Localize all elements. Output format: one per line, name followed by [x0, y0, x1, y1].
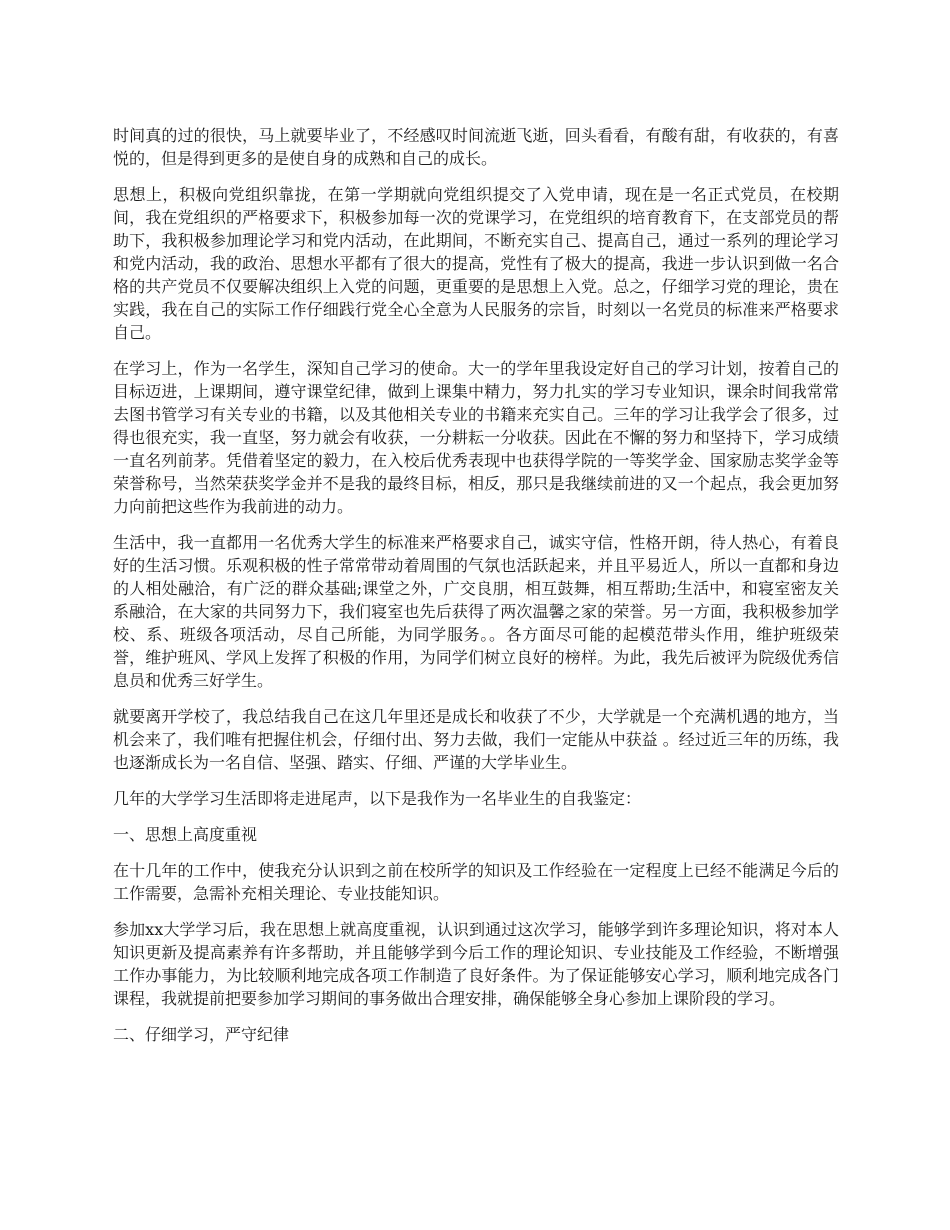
- paragraph-work-experience: 在十几年的工作中，使我充分认识到之前在校所学的知识及工作经验在一定程度上已经不能满足今后的工作需要，急需补充相关理论、专业技能知识。: [113, 861, 839, 903]
- section-heading-2: 二、仔细学习，严守纪律: [113, 1025, 290, 1044]
- paragraph-ideology: 思想上，积极向党组织靠拢，在第一学期就向党组织提交了入党申请，现在是一名正式党员，在校期间，我在党组织的严格要求下，积极参加每一次的党课学习，在党组织的培育教育下，在支部党员的帮助下，我积极参加理论学习和党内活动，在此期间，不断充实自己、提高自己，通过一系列的理论学习和党内活动，我的政治、思想水平都有了很大的提高，党性有了极大的提高，我进一步认识到做一名合格的共产党员不仅要解决组织上入党的问题，更重要的是思想上入党。总之，仔细学习党的理论，贵在实践，我在自己的实际工作仔细践行党全心全意为人民服务的宗旨，时刻以一名党员的标准来严格要求自己。: [113, 185, 839, 342]
- paragraph-university-study: 参加xx大学学习后，我在思想上就高度重视，认识到通过这次学习，能够学到许多理论知识，将对本人知识更新及提高素养有许多帮助，并且能够学到今后工作的理论知识、专业技能及工作经验，不断增强工作办事能力，为比较顺利地完成各项工作制造了良好条件。为了保证能够安心学习，顺利地完成各门课程，我就提前把要参加学习期间的事务做出合理安排，确保能够全身心参加上课阶段的学习。: [113, 920, 839, 1008]
- paragraph-summary: 就要离开学校了，我总结我自己在这几年里还是成长和收获了不少，大学就是一个充满机遇的地方，当机会来了，我们唯有把握住机会，仔细付出、努力去做，我们一定能从中获益 。经过近三年的历练，我也逐渐成长为一名自信、坚强、踏实、仔细、严谨的大学毕业生。: [113, 707, 839, 772]
- paragraph-self-evaluation-intro: 几年的大学学习生活即将走进尾声，以下是我作为一名毕业生的自我鉴定：: [113, 789, 642, 808]
- paragraph-life: 生活中，我一直都用一名优秀大学生的标准来严格要求自己，诚实守信，性格开朗，待人热心，有着良好的生活习惯。乐观积极的性子常常带动着周围的气氛也活跃起来，并且平易近人，所以一直都和身边的人相处融洽，有广泛的群众基础;课堂之外，广交良朋，相互鼓舞，相互帮助;生活中，和寝室密友关系融洽，在大家的共同努力下，我们寝室也先后获得了两次温馨之家的荣誉。另一方面，我积极参加学校、系、班级各项活动，尽自己所能，为同学服务。。各方面尽可能的起模范带头作用，维护班级荣誉，维护班风、学风上发挥了积极的作用，为同学们树立良好的榜样。为此，我先后被评为院级优秀信息员和优秀三好学生。: [113, 533, 839, 690]
- document-body: [113, 124, 839, 1059]
- section-heading-1: 一、思想上高度重视: [113, 825, 258, 844]
- paragraph-intro: 时间真的过的很快，马上就要毕业了，不经感叹时间流逝飞逝，回头看看，有酸有甜，有收获的，有喜悦的，但是得到更多的是使自身的成熟和自己的成长。: [113, 126, 839, 168]
- paragraph-study: 在学习上，作为一名学生，深知自己学习的使命。大一的学年里我设定好自己的学习计划，按着自己的目标迈进，上课期间，遵守课堂纪律，做到上课集中精力，努力扎实的学习专业知识，课余时间我常常去图书管学习有关专业的书籍，以及其他相关专业的书籍来充实自己。三年的学习让我学会了很多，过得也很充实，我一直坚，努力就会有收获，一分耕耘一分收获。因此在不懈的努力和坚持下，学习成绩一直名列前茅。凭借着坚定的毅力，在入校后优秀表现中也获得学院的一等奖学金、国家励志奖学金等荣誉称号，当然荣获奖学金并不是我的最终目标，相反，那只是我继续前进的又一个起点，我会更加努力向前把这些作为我前进的动力。: [113, 359, 839, 516]
